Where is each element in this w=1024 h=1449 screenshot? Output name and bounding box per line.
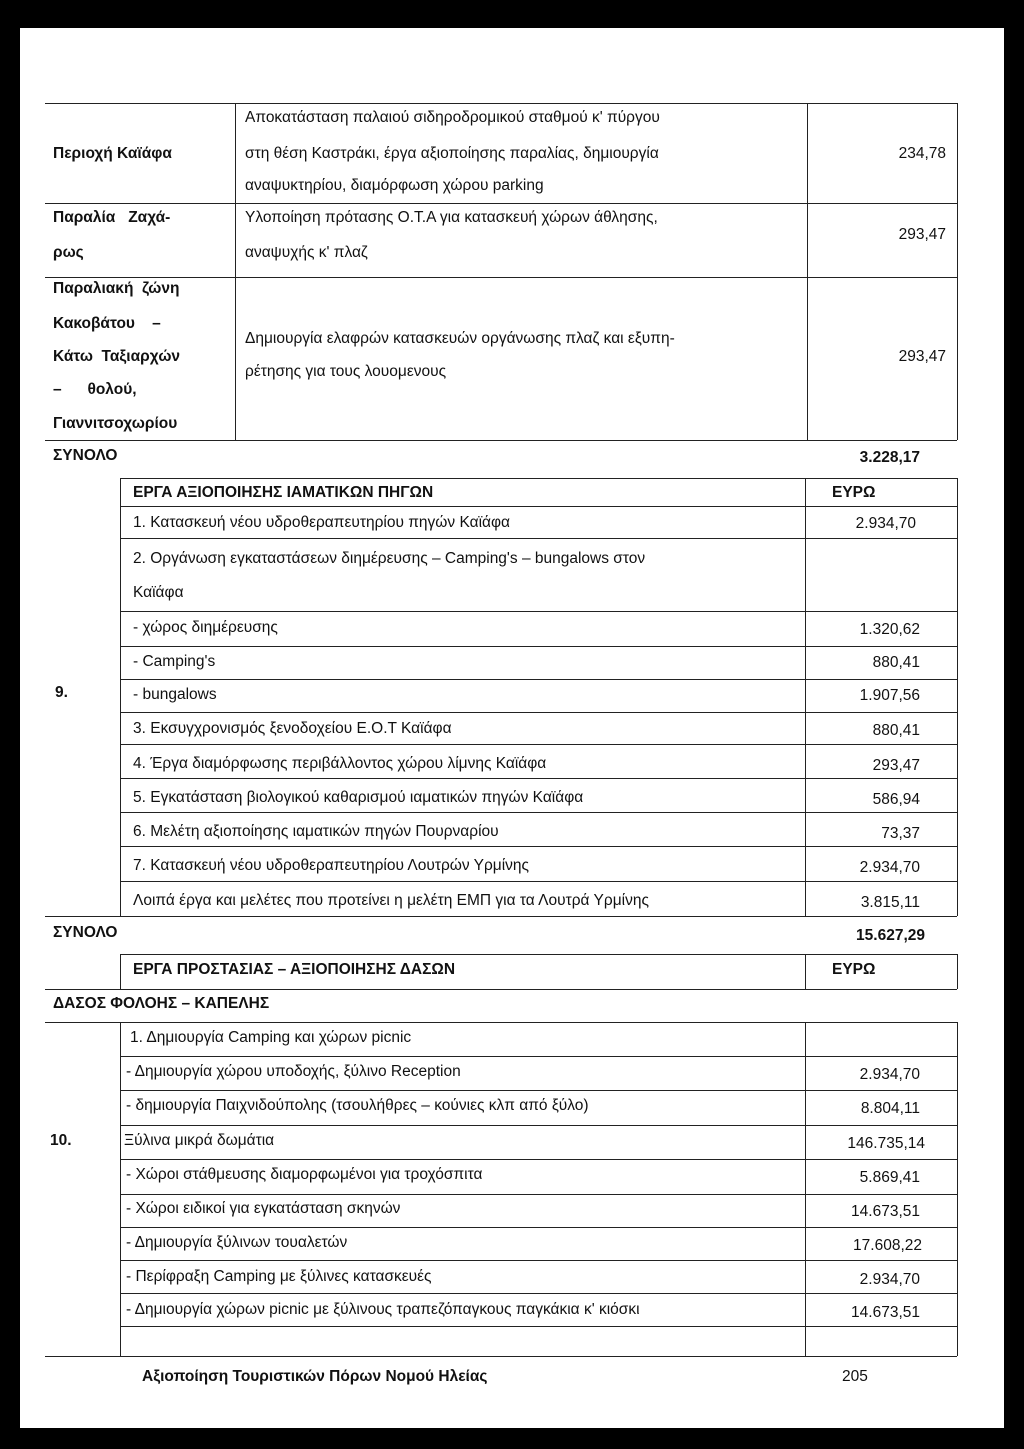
table-line: [957, 954, 958, 989]
table-line: [807, 103, 808, 440]
row-value: 14.673,51: [851, 1203, 920, 1220]
table-line: [120, 646, 957, 647]
section-number: 9.: [55, 684, 68, 701]
table-line: [120, 881, 957, 882]
table-line: [120, 954, 957, 955]
row-description: στη θέση Καστράκι, έργα αξιοποίησης παραλίας, δημιουργία: [245, 145, 659, 162]
area-label: Περιοχή Καϊάφα: [53, 145, 172, 162]
table-line: [120, 954, 121, 989]
row-text: - Camping's: [133, 653, 216, 670]
row-value: 234,78: [898, 145, 946, 162]
table-line: [120, 1260, 957, 1261]
total-value: 15.627,29: [856, 927, 925, 944]
section-heading: ΕΡΓΑ ΑΞΙΟΠΟΙΗΣΗΣ ΙΑΜΑΤΙΚΩΝ ΠΗΓΩΝ: [133, 484, 434, 501]
row-text: Λοιπά έργα και μελέτες που προτείνει η μελέτη ΕΜΠ για τα Λουτρά Υρμίνης: [133, 892, 649, 909]
row-value: 1.907,56: [859, 687, 920, 704]
table-line: [120, 538, 957, 539]
table-line: [120, 712, 957, 713]
currency-label: ΕΥΡΩ: [832, 961, 876, 978]
row-value: 880,41: [872, 722, 920, 739]
row-value: 2.934,70: [859, 1066, 920, 1083]
table-line: [45, 989, 957, 990]
table-line: [120, 778, 957, 779]
row-value: 586,94: [872, 791, 920, 808]
row-text: 1. Δημιουργία Camping και χώρων picnic: [130, 1029, 412, 1046]
table-line: [45, 440, 957, 441]
table-line: [120, 611, 957, 612]
row-text: - δημιουργία Παιχνιδούπολης (τσουλήθρες – κούνιες κλπ από ξύλο): [126, 1097, 589, 1114]
table-line: [957, 103, 958, 440]
area-label: Παραλιακή ζώνη: [53, 280, 180, 297]
row-text: 6. Μελέτη αξιοποίησης ιαματικών πηγών Πουρναρίου: [133, 823, 499, 840]
row-value: 293,47: [898, 348, 946, 365]
row-value: 146.735,14: [847, 1135, 925, 1152]
row-text: - Περίφραξη Camping με ξύλινες κατασκευές: [126, 1268, 432, 1285]
table-line: [120, 1326, 957, 1327]
table-line: [120, 1194, 957, 1195]
total-value: 3.228,17: [859, 449, 920, 466]
table-line: [45, 1022, 957, 1023]
table-line: [805, 954, 806, 989]
row-description: Αποκατάσταση παλαιού σιδηροδρομικού σταθμού κ' πύργου: [245, 109, 660, 126]
section-subheading: ΔΑΣΟΣ ΦΟΛΟΗΣ – ΚΑΠΕΛΗΣ: [53, 995, 270, 1012]
row-value: 5.869,41: [859, 1169, 920, 1186]
row-value: 293,47: [898, 226, 946, 243]
row-value: 3.815,11: [860, 894, 920, 911]
row-text: 2. Οργάνωση εγκαταστάσεων διημέρευσης – Camping's – bungalows στον: [133, 550, 646, 567]
table-line: [120, 1293, 957, 1294]
table-line: [805, 1022, 806, 1356]
row-value: 2.934,70: [859, 1271, 920, 1288]
table-line: [120, 744, 957, 745]
row-text: - Χώροι στάθμευσης διαμορφωμένοι για τροχόσπιτα: [126, 1166, 483, 1183]
row-text: Καϊάφα: [133, 584, 184, 601]
table-line: [120, 679, 957, 680]
currency-label: ΕΥΡΩ: [832, 484, 876, 501]
table-line: [45, 1356, 957, 1357]
table-line: [45, 103, 957, 104]
table-line: [957, 478, 958, 916]
table-line: [45, 916, 957, 917]
row-text: Ξύλινα μικρά δωμάτια: [124, 1132, 275, 1149]
row-value: 17.608,22: [853, 1237, 922, 1254]
row-value: 2.934,70: [855, 515, 916, 532]
row-text: 3. Εκσυγχρονισμός ξενοδοχείου Ε.Ο.Τ Καϊάφα: [133, 720, 452, 737]
row-description: αναψυχής κ' πλαζ: [245, 244, 368, 261]
table-line: [120, 506, 957, 507]
table-line: [120, 478, 121, 916]
area-label: ρως: [53, 244, 84, 261]
row-text: 1. Κατασκευή νέου υδροθεραπευτηρίου πηγών Καϊάφα: [133, 514, 510, 531]
row-text: - Χώροι ειδικοί για εγκατάσταση σκηνών: [126, 1200, 401, 1217]
area-label: Κακοβάτου –: [53, 315, 161, 332]
table-line: [120, 1056, 957, 1057]
row-text: 4. Έργα διαμόρφωσης περιβάλλοντος χώρου λίμνης Καϊάφα: [133, 755, 547, 772]
page-number: 205: [842, 1368, 868, 1385]
row-text: - Δημιουργία χώρου υποδοχής, ξύλινο Reception: [126, 1063, 461, 1080]
area-label: Κάτω Ταξιαρχών: [53, 348, 181, 365]
table-line: [120, 1090, 957, 1091]
table-line: [45, 277, 957, 278]
table-line: [957, 1022, 958, 1356]
row-value: 880,41: [872, 654, 920, 671]
table-line: [120, 1227, 957, 1228]
row-text: 5. Εγκατάσταση βιολογικού καθαρισμού ιαματικών πηγών Καϊάφα: [133, 789, 584, 806]
row-description: Δημιουργία ελαφρών κατασκευών οργάνωσης πλαζ και εξυπη-: [245, 330, 675, 347]
row-description: αναψυκτηρίου, διαμόρφωση χώρου parking: [245, 177, 544, 194]
table-line: [120, 1159, 957, 1160]
area-label: – θολού,: [53, 381, 137, 398]
table-line: [120, 846, 957, 847]
table-line: [120, 1125, 957, 1126]
row-text: 7. Κατασκευή νέου υδροθεραπευτηρίου Λουτρών Υρμίνης: [133, 857, 530, 874]
area-label: Παραλία Ζαχά-: [53, 209, 171, 226]
total-label: ΣΥΝΟΛΟ: [53, 447, 118, 464]
row-text: - Δημιουργία χώρων picnic με ξύλινους τραπεζόπαγκους παγκάκια κ' κιόσκι: [126, 1301, 640, 1318]
footer-title: Αξιοποίηση Τουριστικών Πόρων Νομού Ηλείας: [142, 1368, 488, 1385]
table-line: [120, 478, 957, 479]
row-text: - Δημιουργία ξύλινων τουαλετών: [126, 1234, 348, 1251]
table-line: [120, 1022, 121, 1356]
section-number: 10.: [50, 1132, 72, 1149]
area-label: Γιαννιτσοχωρίου: [53, 415, 178, 432]
row-text: - bungalows: [133, 686, 217, 703]
section-heading: ΕΡΓΑ ΠΡΟΣΤΑΣΙΑΣ – ΑΞΙΟΠΟΙΗΣΗΣ ΔΑΣΩΝ: [133, 961, 456, 978]
document-page: [20, 28, 1004, 1428]
row-value: 1.320,62: [859, 621, 920, 638]
table-line: [805, 478, 806, 916]
total-label: ΣΥΝΟΛΟ: [53, 924, 118, 941]
row-value: 293,47: [872, 757, 920, 774]
row-text: - χώρος διημέρευσης: [133, 619, 278, 636]
row-value: 14.673,51: [851, 1304, 920, 1321]
row-description: Υλοποίηση πρότασης Ο.Τ.Α για κατασκευή χώρων άθλησης,: [245, 209, 658, 226]
row-value: 73,37: [881, 825, 920, 842]
table-line: [45, 203, 957, 204]
row-description: ρέτησης για τους λουομενους: [245, 363, 447, 380]
table-line: [235, 103, 236, 440]
table-line: [120, 812, 957, 813]
row-value: 8.804,11: [860, 1100, 920, 1117]
row-value: 2.934,70: [859, 859, 920, 876]
